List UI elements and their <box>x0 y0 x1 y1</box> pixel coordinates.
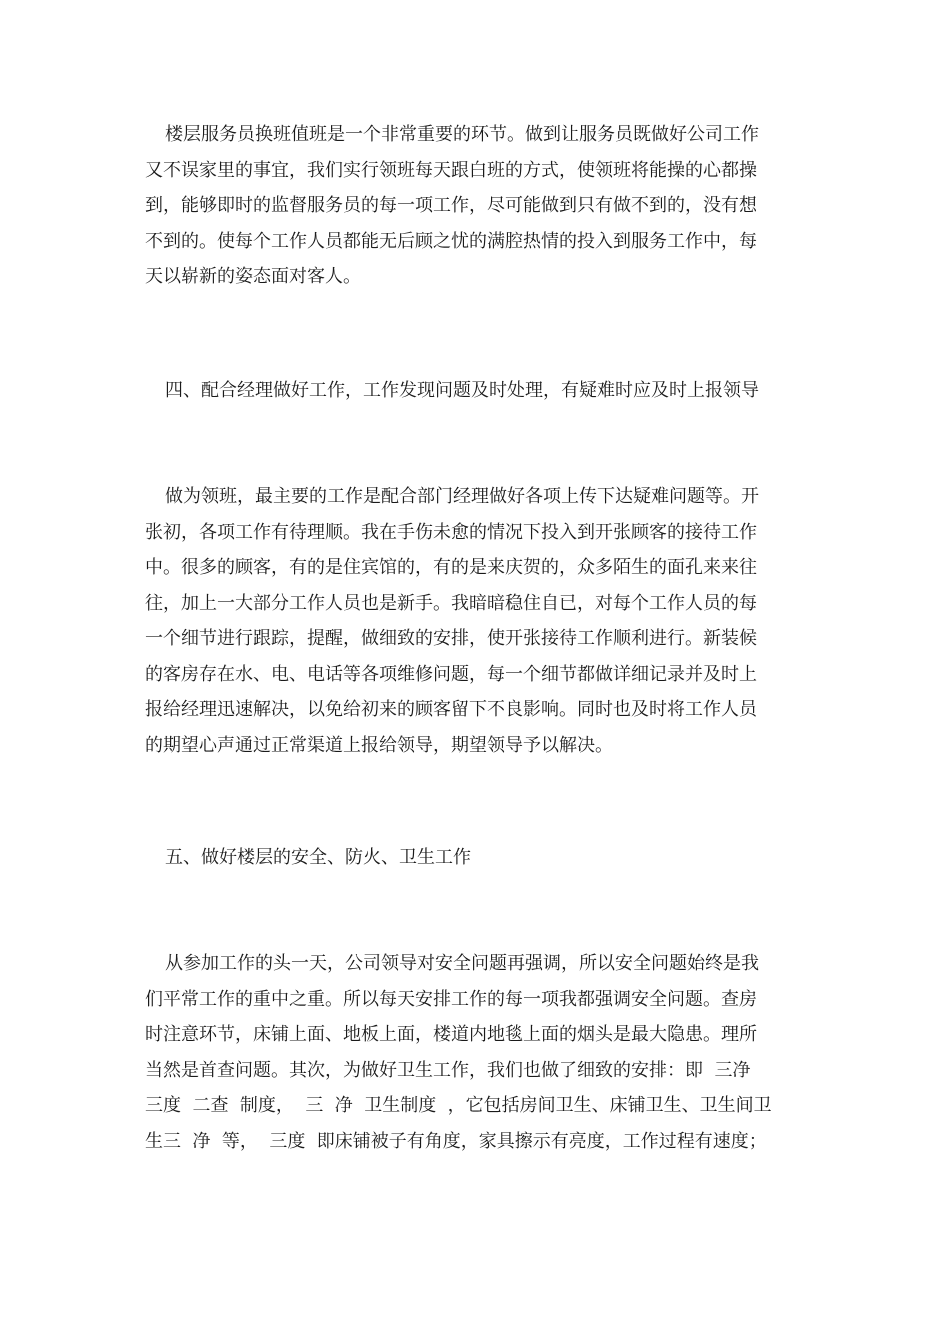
text-line: 从参加工作的头一天，公司领导对安全问题再强调，所以安全问题始终是我 <box>165 953 759 974</box>
paragraph-safety <box>145 946 805 1159</box>
text-line: 中。很多的顾客，有的是住宾馆的，有的是来庆贺的，众多陌生的面孔来来往 <box>145 557 757 578</box>
text-line: 到，能够即时的监督服务员的每一项工作，尽可能做到只有做不到的，没有想 <box>145 195 757 216</box>
text-line: 当然是首查问题。其次，为做好卫生工作，我们也做了细致的安排：即 三净 <box>145 1059 751 1081</box>
text-line: 做为领班，最主要的工作是配合部门经理做好各项上传下达疑难问题等。开 <box>165 486 759 507</box>
section-heading-4: 四、配合经理做好工作，工作发现问题及时处理，有疑难时应及时上报领导 <box>165 380 759 401</box>
text-line: 生三 净 等， 三度 即床铺被子有角度，家具擦示有亮度，工作过程有速度； <box>145 1130 767 1152</box>
text-line: 的期望心声通过正常渠道上报给领导，期望领导予以解决。 <box>145 734 613 756</box>
text-line: 们平常工作的重中之重。所以每天安排工作的每一项我都强调安全问题。查房 <box>145 988 757 1010</box>
text-line: 楼层服务员换班值班是一个非常重要的环节。做到让服务员既做好公司工作 <box>165 124 759 145</box>
text-line: 又不误家里的事宜，我们实行领班每天跟白班的方式，使领班将能操的心都操 <box>145 159 757 181</box>
text-line: 的客房存在水、电、电话等各项维修问题，每一个细节都做详细记录并及时上 <box>145 663 757 685</box>
text-line: 三度 二查 制度， 三 净 卫生制度 ，它包括房间卫生、床铺卫生、卫生间卫 <box>145 1095 772 1116</box>
text-line: 天以崭新的姿态面对客人。 <box>145 266 361 287</box>
text-line: 张初，各项工作有待理顺。我在手伤未愈的情况下投入到开张顾客的接待工作 <box>145 521 757 543</box>
paragraph-cooperate-manager <box>145 479 805 763</box>
paragraph-shift-duty <box>145 117 805 295</box>
text-line: 往，加上一大部分工作人员也是新手。我暗暗稳住自已，对每个工作人员的每 <box>145 592 757 614</box>
text-line: 一个细节进行跟踪，提醒，做细致的安排，使开张接待工作顺利进行。新装候 <box>145 628 757 649</box>
section-heading-5: 五、做好楼层的安全、防火、卫生工作 <box>165 847 471 868</box>
text-line: 不到的。使每个工作人员都能无后顾之忧的满腔热情的投入到服务工作中，每 <box>145 230 757 252</box>
text-line: 时注意环节，床铺上面、地板上面，楼道内地毯上面的烟头是最大隐患。理所 <box>145 1024 757 1045</box>
text-line: 报给经理迅速解决，以免给初来的顾客留下不良影响。同时也及时将工作人员 <box>145 699 757 720</box>
